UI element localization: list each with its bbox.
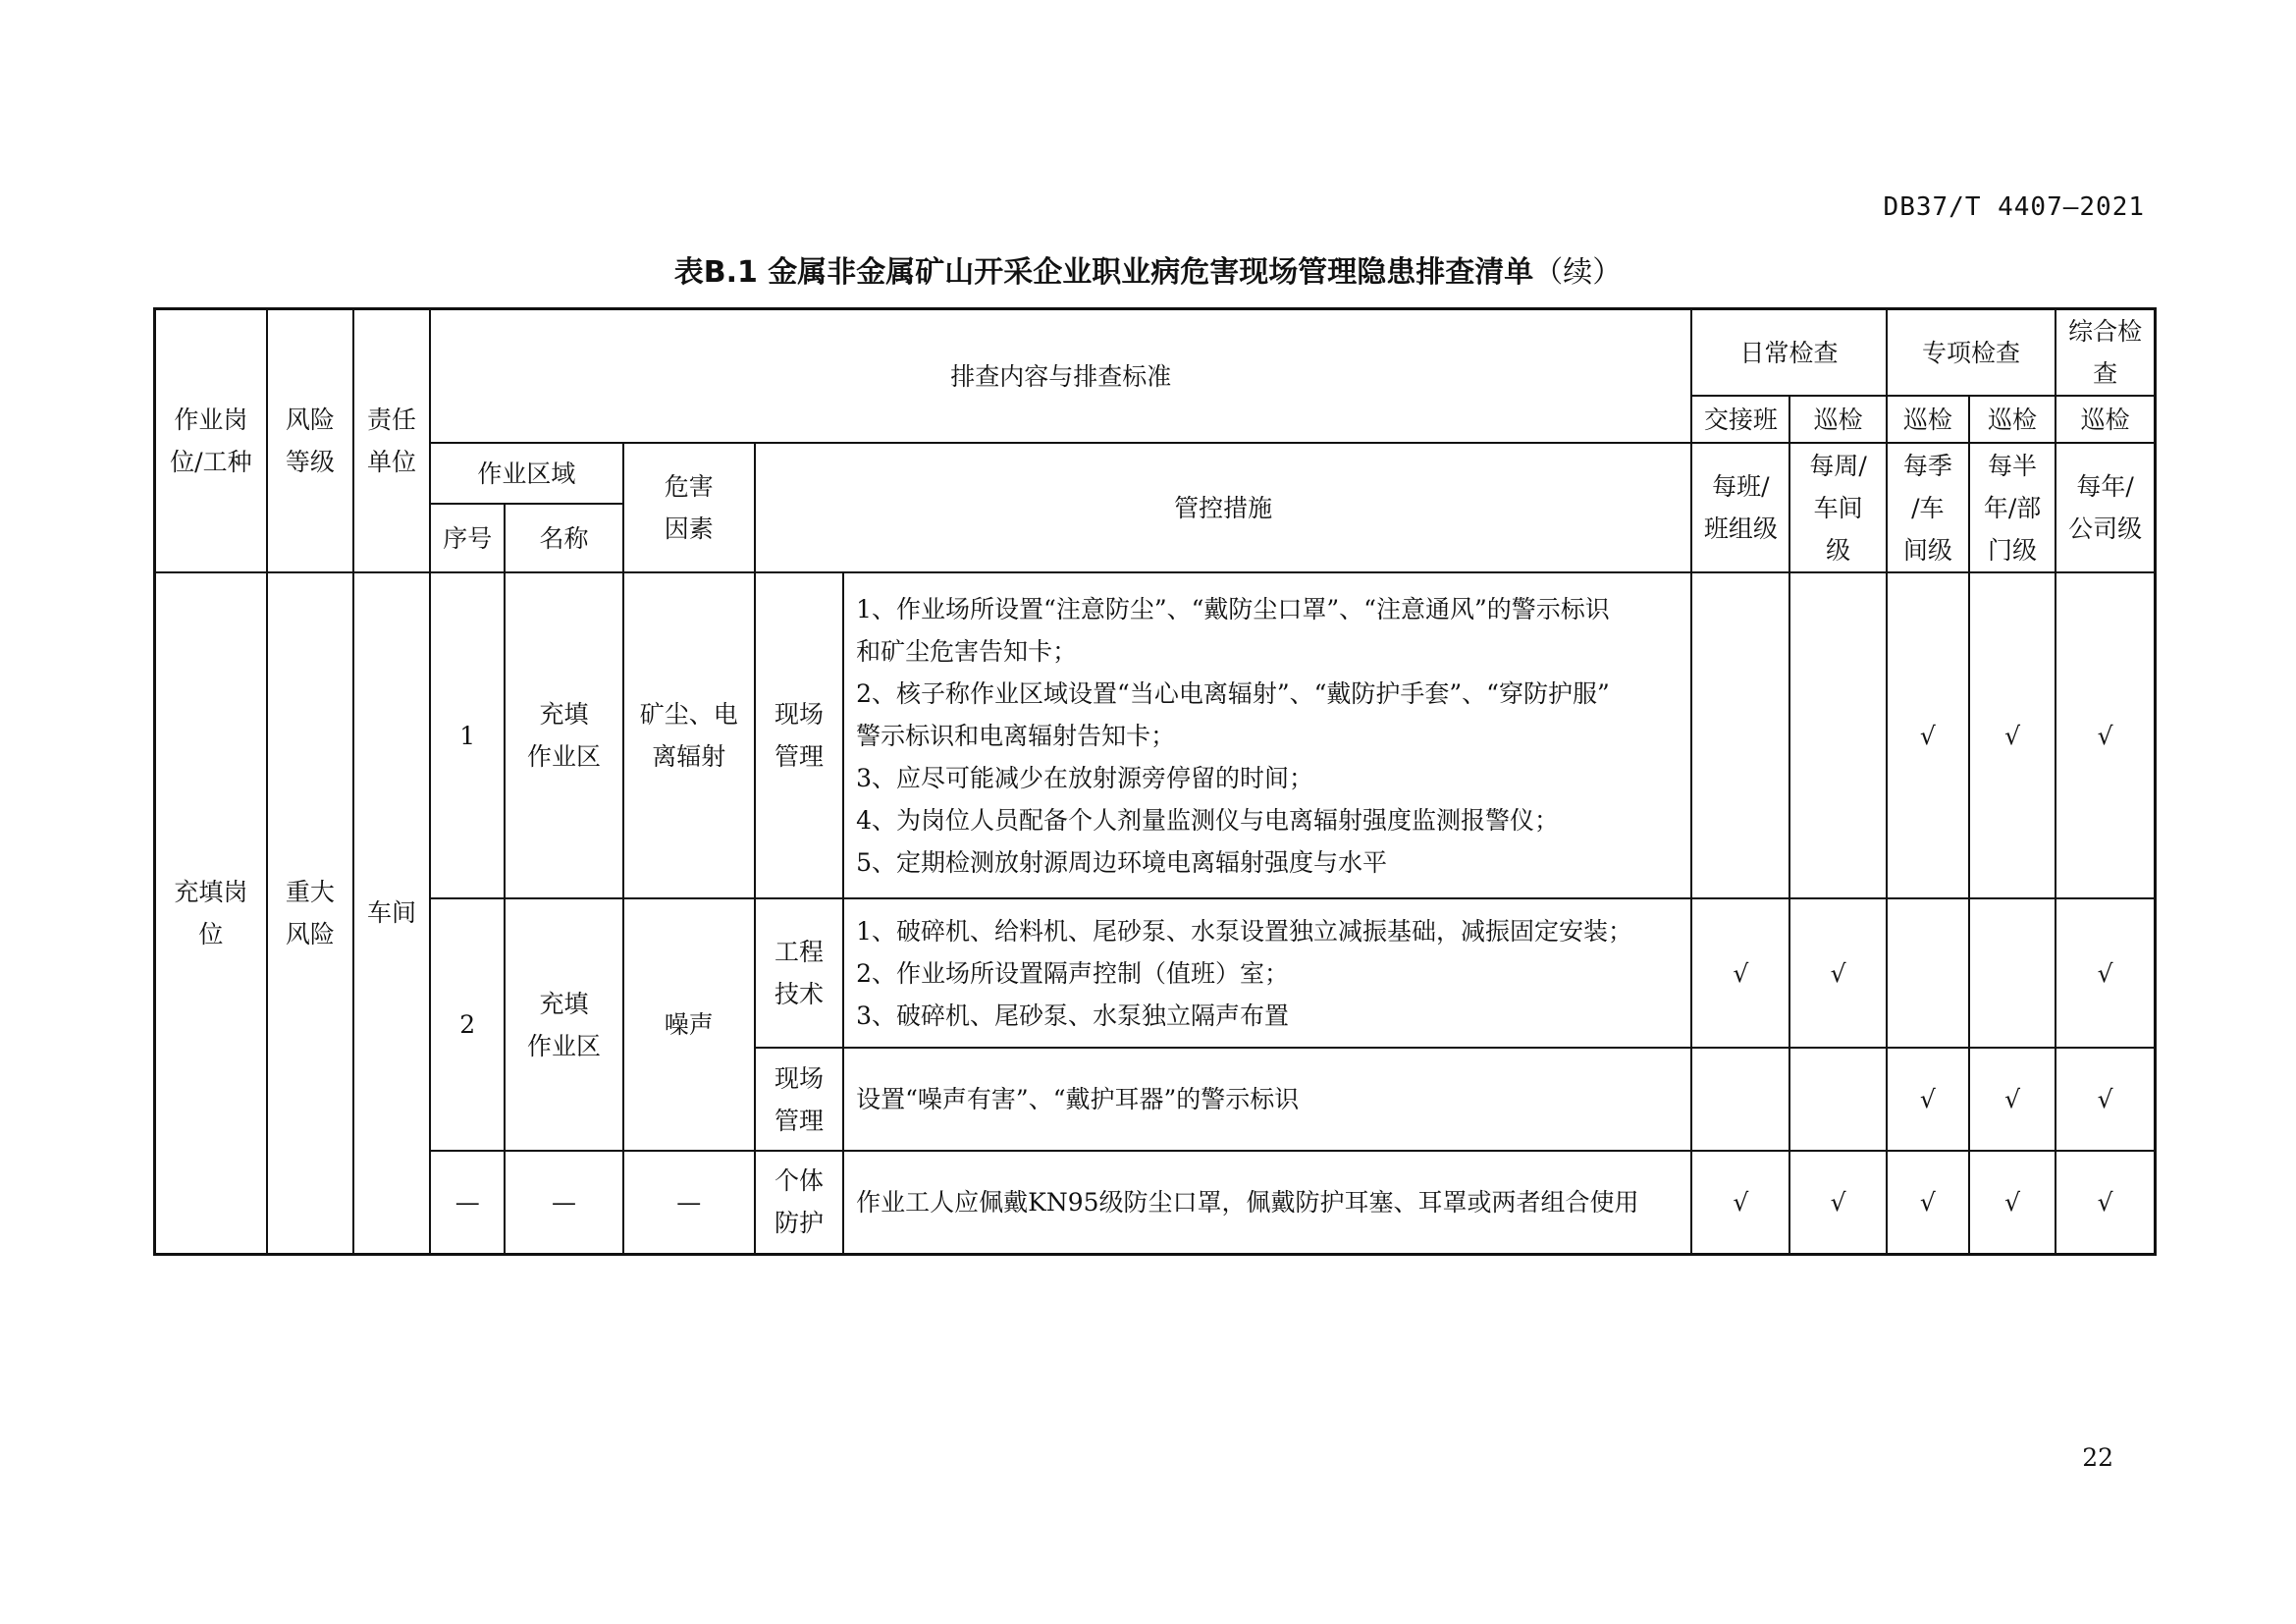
header-patrol: 巡检 [1887, 396, 1969, 443]
cell-measure-text: 作业工人应佩戴KN95级防尘口罩，佩戴防护耳塞、耳罩或两者组合使用 [843, 1151, 1691, 1254]
check-mark: √ [1691, 1151, 1789, 1254]
cell-seq: 1 [430, 572, 505, 898]
cell-hazard: 矿尘、电 离辐射 [623, 572, 755, 898]
cell-measure-type: 个体 防护 [755, 1151, 843, 1254]
check-mark: √ [1789, 1151, 1886, 1254]
header-patrol: 巡检 [1969, 396, 2056, 443]
header-freq-weekly: 每周/ 车间 级 [1789, 443, 1886, 572]
check-mark: √ [1887, 572, 1969, 898]
check-mark: √ [1691, 898, 1789, 1048]
check-mark: √ [2056, 1151, 2155, 1254]
header-freq-halfyear: 每半 年/部 门级 [1969, 443, 2056, 572]
cell-risk-level: 重大 风险 [267, 572, 353, 1254]
cell-measure-text: 1、作业场所设置“注意防尘”、“戴防尘口罩”、“注意通风”的警示标识 和矿尘危害告知卡； 2、核子称作业区域设置“当心电离辐射”、“戴防护手套”、“穿防护服” 警示标识和电离辐射告知卡； 3、应尽可能减少在放射源旁停留的时间； 4、为岗位人员配备个人剂量监测仪与电离辐射强度监测报警仪； 5、定期检测放射源周边环境电离辐射强度与水平 [843, 572, 1691, 898]
header-patrol: 巡检 [1789, 396, 1886, 443]
table-title-main: 表B.1 金属非金属矿山开采企业职业病危害现场管理隐患排查清单 [673, 255, 1534, 290]
header-comprehensive-check: 综合检 查 [2056, 309, 2155, 397]
header-seq: 序号 [430, 504, 505, 572]
cell-hazard: 噪声 [623, 898, 755, 1151]
table-title-suffix: （续） [1533, 255, 1623, 290]
cell-area-name: 充填 作业区 [505, 898, 622, 1151]
cell-hazard: — [623, 1151, 755, 1254]
header-post: 作业岗 位/工种 [155, 309, 267, 573]
inspection-checklist-table [153, 307, 2157, 1256]
header-risk-level: 风险 等级 [267, 309, 353, 573]
cell-area-name: 充填 作业区 [505, 572, 622, 898]
check-mark [1691, 572, 1789, 898]
check-mark: √ [1887, 1048, 1969, 1151]
header-inspection-content: 排查内容与排查标准 [430, 309, 1691, 444]
cell-measure-text: 设置“噪声有害”、“戴护耳器”的警示标识 [843, 1048, 1691, 1151]
table-row [155, 1151, 2156, 1254]
check-mark: √ [1887, 1151, 1969, 1254]
cell-measure-text: 1、破碎机、给料机、尾砂泵、水泵设置独立减振基础，减振固定安装； 2、作业场所设置隔声控制（值班）室； 3、破碎机、尾砂泵、水泵独立隔声布置 [843, 898, 1691, 1048]
page-number: 22 [2082, 1443, 2113, 1472]
cell-seq: — [430, 1151, 505, 1254]
check-mark [1887, 898, 1969, 1048]
header-responsible-unit: 责任 单位 [353, 309, 430, 573]
check-mark: √ [2056, 572, 2155, 898]
header-control-measures: 管控措施 [755, 443, 1691, 572]
header-area-name: 名称 [505, 504, 622, 572]
check-mark: √ [2056, 898, 2155, 1048]
check-mark: √ [2056, 1048, 2155, 1151]
header-hazard-factor: 危害 因素 [623, 443, 755, 572]
cell-post: 充填岗 位 [155, 572, 267, 1254]
header-patrol: 巡检 [2056, 396, 2155, 443]
header-work-area: 作业区域 [430, 443, 622, 504]
cell-seq: 2 [430, 898, 505, 1151]
header-row [155, 309, 2156, 397]
check-mark [1691, 1048, 1789, 1151]
cell-measure-type: 现场 管理 [755, 1048, 843, 1151]
check-mark: √ [1969, 572, 2056, 898]
check-mark: √ [1789, 898, 1886, 1048]
header-freq-shift: 每班/ 班组级 [1691, 443, 1789, 572]
header-row [155, 443, 2156, 504]
table-row [155, 898, 2156, 1048]
check-mark [1789, 572, 1886, 898]
cell-area-name: — [505, 1151, 622, 1254]
header-special-check: 专项检查 [1887, 309, 2056, 397]
table-title [0, 247, 2296, 291]
check-mark: √ [1969, 1048, 2056, 1151]
header-freq-quarterly: 每季 /车 间级 [1887, 443, 1969, 572]
cell-measure-type: 工程 技术 [755, 898, 843, 1048]
check-mark: √ [1969, 1151, 2056, 1254]
check-mark [1969, 898, 2056, 1048]
header-daily-check: 日常检查 [1691, 309, 1886, 397]
cell-measure-type: 现场 管理 [755, 572, 843, 898]
check-mark [1789, 1048, 1886, 1151]
standard-code: DB37/T 4407—2021 [1883, 192, 2145, 222]
header-freq-yearly: 每年/ 公司级 [2056, 443, 2155, 572]
header-shift-handover: 交接班 [1691, 396, 1789, 443]
cell-responsible-unit: 车间 [353, 572, 430, 1254]
table-row [155, 572, 2156, 898]
